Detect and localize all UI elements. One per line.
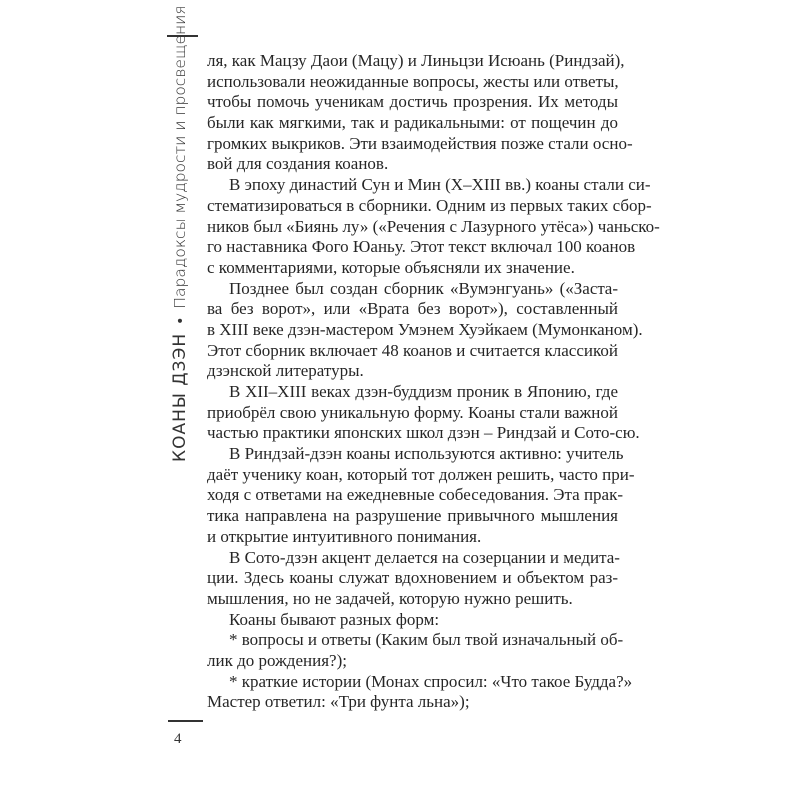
text-line: ходя с ответами на ежедневные собеседования. Эта прак-	[207, 485, 624, 505]
text-line: частью практики японских школ дзэн – Риндзай и Сото-сю.	[207, 423, 640, 443]
text-line: ва без ворот», или «Врата без ворот»), составленный	[207, 299, 618, 319]
text-line: Этот сборник включает 48 коанов и считается классикой	[207, 340, 618, 360]
text-line: В XII–XIII веках дзэн-буддизм проник в Японию, где	[229, 382, 618, 401]
text-line: В Риндзай-дзэн коаны используются активно: учитель	[229, 444, 624, 464]
text-line: были как мягкими, так и радикальными: от пощечин до	[207, 113, 618, 133]
page-number: 4	[174, 731, 182, 747]
text-line: Мастер ответил: «Три фунта льна»);	[207, 692, 470, 712]
text-line: с комментариями, которые объясняли их значение.	[207, 257, 575, 277]
book-title: КОАНЫ ДЗЭН	[170, 332, 190, 462]
text-line: ции. Здесь коаны служат вдохновением и объектом раз-	[207, 568, 618, 588]
text-line: громких выкриков. Эти взаимодействия позже стали осно-	[207, 133, 633, 153]
text-line: и открытие интуитивного понимания.	[207, 526, 482, 546]
text-line: даёт ученику коан, который тот должен решить, часто при-	[207, 464, 635, 484]
text-line: мышления, но не задачей, которую нужно решить.	[207, 588, 573, 608]
text-line: тика направлена на разрушение привычного мышления	[207, 506, 618, 526]
bottom-rule	[168, 720, 203, 722]
book-subtitle: Парадоксы мудрости и просвещения	[171, 5, 189, 309]
separator-bullet: •	[173, 316, 189, 325]
text-line: Коаны бывают разных форм:	[229, 609, 440, 629]
text-line: дзэнской литературы.	[207, 361, 364, 381]
text-line: В Сото-дзэн акцент делается на созерцании и медита-	[229, 547, 620, 567]
text-line: чтобы помочь ученикам достичь прозрения. Их методы	[207, 92, 618, 112]
text-line: * вопросы и ответы (Каким был твой изначальный об-	[229, 630, 624, 650]
text-line: вой для создания коанов.	[207, 154, 389, 174]
text-line: го наставника Фого Юаньу. Этот текст включал 100 коанов	[207, 237, 636, 257]
body-text	[207, 51, 660, 713]
text-line: использовали неожиданные вопросы, жесты или ответы,	[207, 71, 619, 91]
text-line: стематизироваться в сборники. Одним из первых таких сбор-	[207, 195, 652, 215]
text-line: * краткие истории (Монах спросил: «Что такое Будда?»	[229, 671, 633, 691]
text-line: приобрёл свою уникальную форму. Коаны стали важной	[207, 402, 618, 422]
running-head	[168, 5, 192, 462]
text-line: ля, как Мацзу Даои (Мацу) и Линьцзи Исюань (Риндзай),	[207, 51, 625, 70]
text-line: В эпоху династий Сун и Мин (X–XIII вв.) коаны стали си-	[229, 175, 651, 195]
text-line: лик до рождения?);	[207, 650, 347, 670]
text-line: Позднее был создан сборник «Вумэнгуань» («Застa-	[229, 278, 618, 298]
text-line: в XIII веке дзэн-мастером Умэнем Хуэйкаем (Мумонканом).	[207, 319, 643, 339]
text-line: ников был «Биянь лу» («Речения с Лазурного утёса») чаньско-	[207, 216, 660, 236]
